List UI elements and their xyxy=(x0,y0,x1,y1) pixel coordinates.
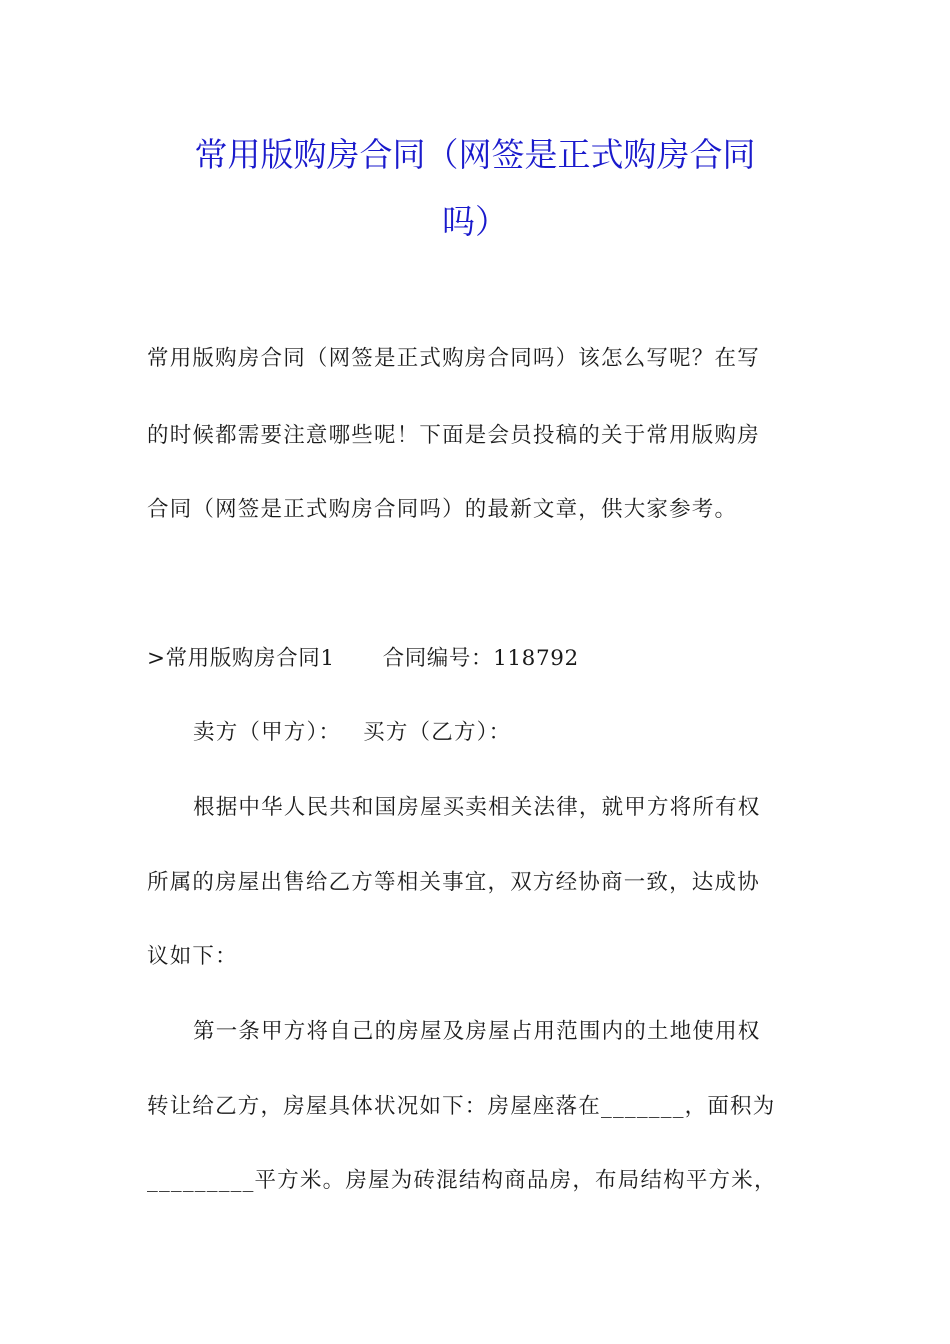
contract-number: 合同编号：118792 xyxy=(382,646,579,671)
document-title-line-2: 吗） xyxy=(442,202,508,241)
intro-line-3: 合同（网签是正式购房合同吗）的最新文章，供大家参考。 xyxy=(147,497,738,522)
paragraph-1-line-1: 根据中华人民共和国房屋买卖相关法律，就甲方将所有权 xyxy=(193,795,761,820)
paragraph-2-line-2: 转让给乙方，房屋具体状况如下：房屋座落在_______，面积为 xyxy=(147,1094,776,1119)
intro-line-2: 的时候都需要注意哪些呢！下面是会员投稿的关于常用版购房 xyxy=(147,423,760,448)
section-heading: >常用版购房合同1 xyxy=(147,646,335,671)
paragraph-2-line-3: _________平方米。房屋为砖混结构商品房，布局结构平方米， xyxy=(147,1168,777,1193)
parties-row xyxy=(193,722,853,744)
seller-label: 卖方（甲方）： xyxy=(193,720,342,745)
paragraph-1-line-2: 所属的房屋出售给乙方等相关事宜，双方经协商一致，达成协 xyxy=(147,870,760,895)
paragraph-1-line-3: 议如下： xyxy=(147,944,238,969)
paragraph-2-line-1: 第一条甲方将自己的房屋及房屋占用范围内的土地使用权 xyxy=(193,1019,761,1044)
document-title-line-1: 常用版购房合同（网签是正式购房合同 xyxy=(194,135,756,174)
intro-line-1: 常用版购房合同（网签是正式购房合同吗）该怎么写呢？在写 xyxy=(147,346,760,371)
buyer-label: 买方（乙方）： xyxy=(363,720,512,745)
section-heading-row xyxy=(147,648,807,670)
